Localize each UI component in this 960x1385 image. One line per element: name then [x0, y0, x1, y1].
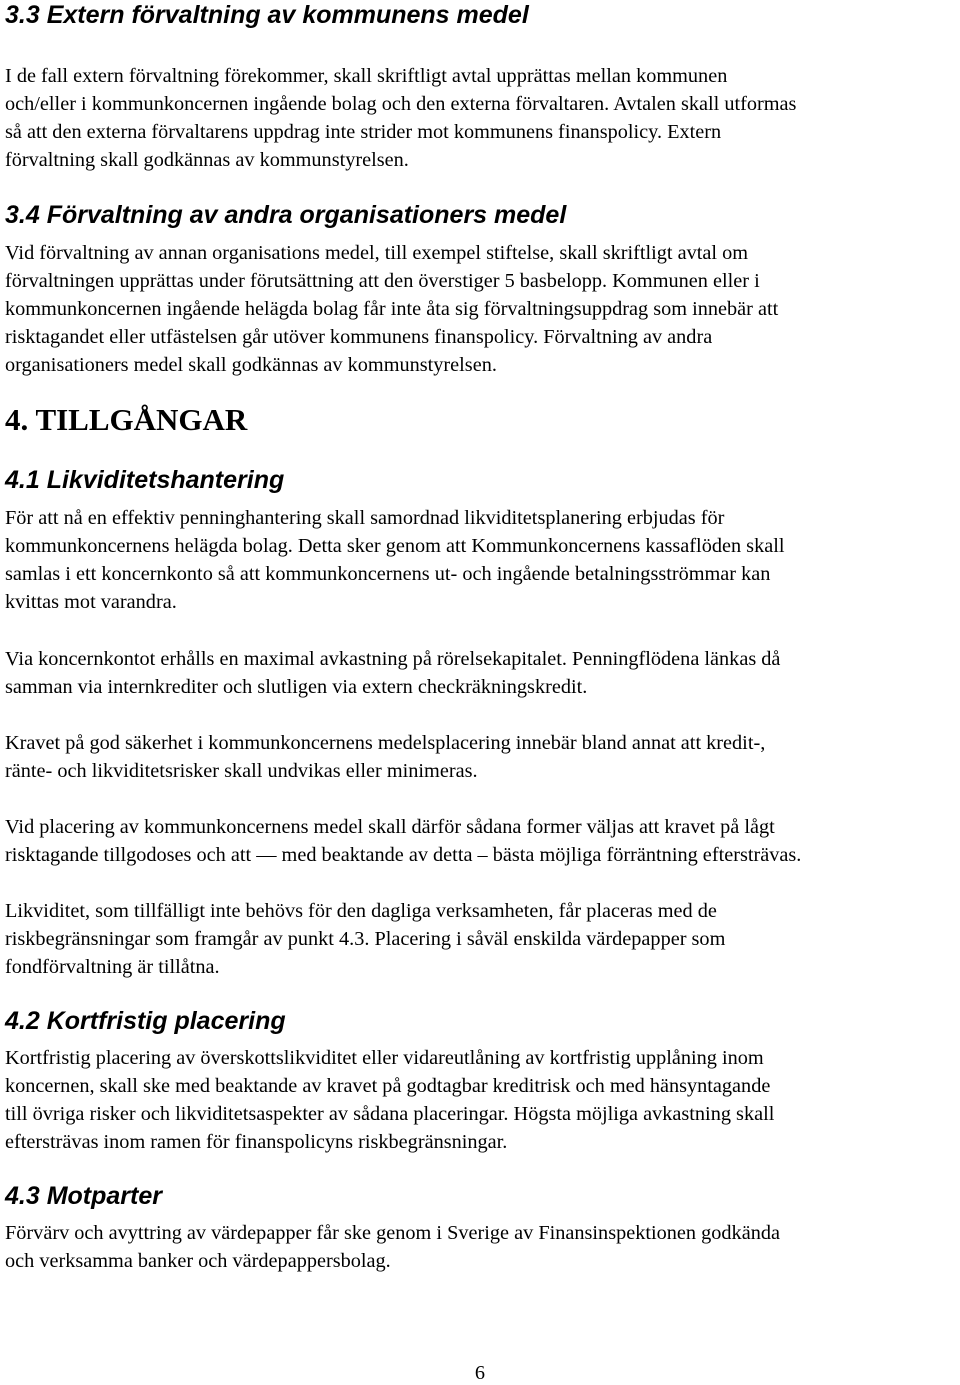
text-line: samman via internkrediter och slutligen via extern checkräkningskredit. — [5, 676, 588, 698]
section-3-4-paragraph — [5, 239, 955, 379]
text-line: Vid förvaltning av annan organisations medel, till exempel stiftelse, skall skriftligt avtal om — [5, 242, 749, 264]
text-line: organisationers medel skall godkännas av kommunstyrelsen. — [5, 354, 497, 376]
section-heading-4-1: 4.1 Likviditetshantering — [5, 466, 285, 494]
text-line: samlas i ett koncernkonto så att kommunkoncernens ut- och ingående betalningsströmmar kan — [5, 563, 771, 585]
text-line: riskbegränsningar som framgår av punkt 4.3. Placering i såväl enskilda värdepapper som — [5, 928, 726, 950]
text-line: förvaltning skall godkännas av kommunstyrelsen. — [5, 149, 409, 171]
section-heading-4-2: 4.2 Kortfristig placering — [5, 1007, 286, 1035]
section-4-1-paragraph-5 — [5, 897, 955, 981]
text-line: Förvärv och avyttring av värdepapper får ske genom i Sverige av Finansinspektionen godkända — [5, 1222, 780, 1244]
text-line: kommunkoncernen ingående helägda bolag får inte åta sig förvaltningsuppdrag som innebär att — [5, 298, 779, 320]
text-line: Kortfristig placering av överskottslikviditet eller vidareutlåning av kortfristig upplåning inom — [5, 1047, 764, 1069]
text-line: Likviditet, som tillfälligt inte behövs för den dagliga verksamheten, får placeras med de — [5, 900, 717, 922]
text-line: För att nå en effektiv penninghantering skall samordnad likviditetsplanering erbjudas för — [5, 507, 725, 529]
section-heading-4-3: 4.3 Motparter — [5, 1182, 162, 1210]
text-line: I de fall extern förvaltning förekommer, skall skriftligt avtal upprättas mellan kommunen — [5, 65, 728, 87]
section-4-1-paragraph-3 — [5, 729, 955, 785]
text-line: fondförvaltning är tillåtna. — [5, 956, 220, 978]
section-3-3-paragraph — [5, 62, 955, 174]
section-4-1-paragraph-2 — [5, 645, 955, 701]
section-4-1-paragraph-4 — [5, 813, 955, 869]
chapter-heading-4: 4. TILLGÅNGAR — [5, 402, 248, 437]
text-line: Via koncernkontot erhålls en maximal avkastning på rörelsekapitalet. Penningflödena länkas då — [5, 648, 781, 670]
text-line: Vid placering av kommunkoncernens medel skall därför sådana former väljas att kravet på lågt — [5, 816, 775, 838]
text-line: risktagande tillgodoses och att — med beaktande av detta – bästa möjliga förräntning eftersträvas. — [5, 844, 802, 866]
text-line: och/eller i kommunkoncernen ingående bolag och den externa förvaltaren. Avtalen skall utformas — [5, 93, 797, 115]
text-line: kvittas mot varandra. — [5, 591, 177, 613]
page-number: 6 — [474, 1362, 486, 1384]
text-line: risktagandet eller utfästelsen går utöver kommunens finanspolicy. Förvaltning av andra — [5, 326, 713, 348]
section-4-1-paragraph-1 — [5, 504, 955, 616]
text-line: ränte- och likviditetsrisker skall undvikas eller minimeras. — [5, 760, 478, 782]
text-line: koncernen, skall ske med beaktande av kravet på godtagbar kreditrisk och med hänsyntagande — [5, 1075, 771, 1097]
text-line: så att den externa förvaltarens uppdrag inte strider mot kommunens finanspolicy. Extern — [5, 121, 722, 143]
section-heading-3-4: 3.4 Förvaltning av andra organisationers medel — [5, 201, 567, 229]
text-line: och verksamma banker och värdepappersbolag. — [5, 1250, 391, 1272]
section-heading-3-3: 3.3 Extern förvaltning av kommunens medel — [5, 1, 529, 29]
text-line: förvaltningen upprättas under förutsättning att den överstiger 5 basbelopp. Kommunen eller i — [5, 270, 760, 292]
text-line: eftersträvas inom ramen för finanspolicyns riskbegränsningar. — [5, 1131, 508, 1153]
text-line: kommunkoncernens helägda bolag. Detta sker genom att Kommunkoncernens kassaflöden skall — [5, 535, 785, 557]
section-4-3-paragraph — [5, 1219, 955, 1275]
section-4-2-paragraph — [5, 1044, 955, 1156]
text-line: till övriga risker och likviditetsaspekter av sådana placeringar. Högsta möjliga avkastning skall — [5, 1103, 775, 1125]
text-line: Kravet på god säkerhet i kommunkoncernens medelsplacering innebär bland annat att kredit-, — [5, 732, 766, 754]
